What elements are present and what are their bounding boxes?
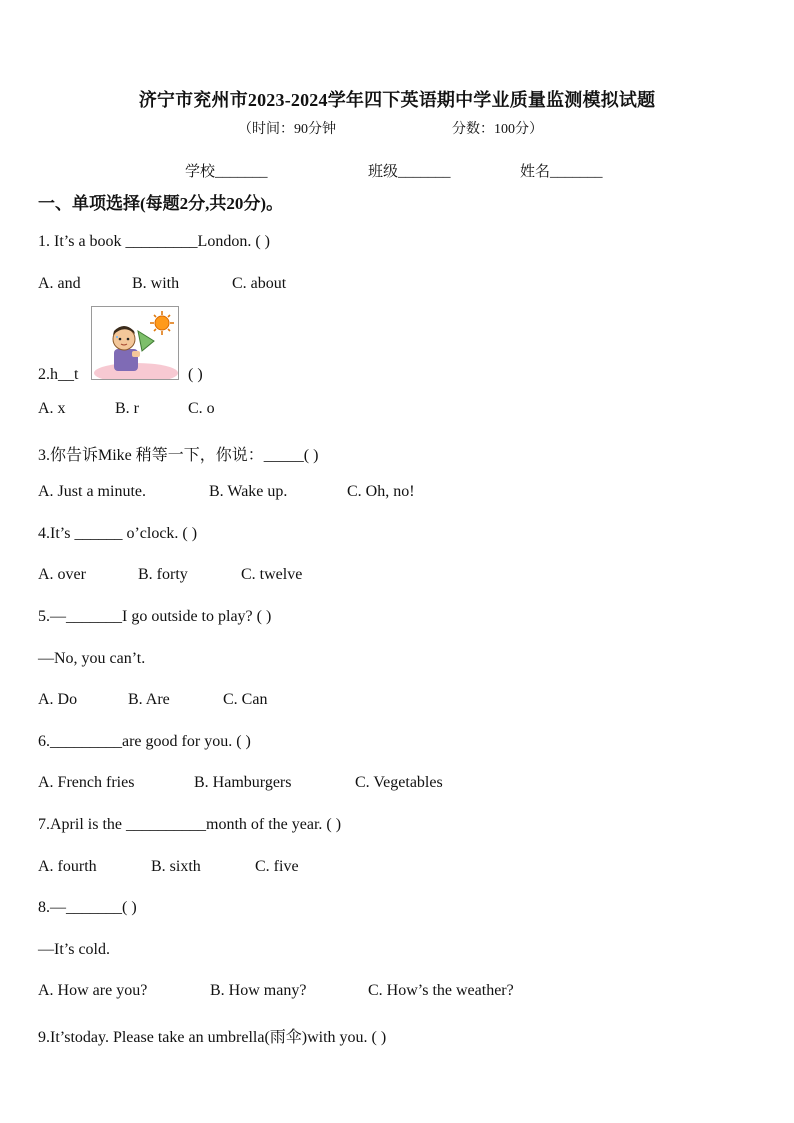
question-8-option-c: C. How’s the weather? bbox=[368, 982, 514, 999]
exam-score: 分数：100分） bbox=[452, 122, 543, 137]
question-2-option-b: B. r bbox=[115, 400, 139, 417]
question-2-answer-blank: ( ) bbox=[188, 366, 203, 383]
question-7-option-b: B. sixth bbox=[151, 858, 201, 875]
question-3-option-c: C. Oh, no! bbox=[347, 483, 415, 500]
question-8-reply: —It’s cold. bbox=[38, 941, 110, 958]
question-2-stem: 2.h__t bbox=[38, 366, 79, 383]
section-heading: 一、单项选择(每题2分,共20分)。 bbox=[38, 194, 284, 213]
question-8-option-b: B. How many? bbox=[210, 982, 307, 999]
question-6-option-c: C. Vegetables bbox=[355, 774, 443, 791]
question-3-stem: 3.你告诉Mike 稍等一下，你说：_____( ) bbox=[38, 447, 319, 464]
question-5-option-b: B. Are bbox=[128, 691, 170, 708]
boy-fanning-icon bbox=[92, 307, 179, 380]
question-1-stem: 1. It’s a book _________London. ( ) bbox=[38, 233, 270, 250]
question-6-option-b: B. Hamburgers bbox=[194, 774, 292, 791]
question-5-option-c: C. Can bbox=[223, 691, 268, 708]
question-4-option-c: C. twelve bbox=[241, 566, 303, 583]
question-3-option-a: A. Just a minute. bbox=[38, 483, 146, 500]
question-4-option-a: A. over bbox=[38, 566, 86, 583]
exam-time: （时间：90分钟 bbox=[238, 122, 336, 137]
question-6-option-a: A. French fries bbox=[38, 774, 135, 791]
question-8-option-a: A. How are you? bbox=[38, 982, 148, 999]
question-1-option-b: B. with bbox=[132, 275, 180, 292]
question-9-stem: 9.It’stoday. Please take an umbrella(雨伞)with you. ( ) bbox=[38, 1029, 387, 1046]
question-2-option-a: A. x bbox=[38, 400, 66, 417]
question-5-reply: —No, you can’t. bbox=[38, 650, 146, 667]
exam-title: 济宁市兖州市2023-2024学年四下英语期中学业质量监测模拟试题 bbox=[138, 90, 656, 110]
question-8-stem: 8.—_______( ) bbox=[38, 899, 137, 916]
question-1-option-a: A. and bbox=[38, 275, 81, 292]
question-5-stem: 5.—_______I go outside to play? ( ) bbox=[38, 608, 272, 625]
question-7-stem: 7.April is the __________month of the year. ( ) bbox=[38, 816, 342, 833]
school-field: 学校_______ bbox=[185, 164, 268, 180]
name-field: 姓名_______ bbox=[520, 164, 603, 180]
question-1-option-c: C. about bbox=[232, 275, 287, 292]
question-7-option-c: C. five bbox=[255, 858, 299, 875]
question-7-option-a: A. fourth bbox=[38, 858, 97, 875]
question-4-option-b: B. forty bbox=[138, 566, 188, 583]
hot-weather-picture bbox=[91, 306, 179, 380]
question-6-stem: 6._________are good for you. ( ) bbox=[38, 733, 251, 750]
question-5-option-a: A. Do bbox=[38, 691, 78, 708]
class-field: 班级_______ bbox=[368, 164, 451, 180]
question-3-option-b: B. Wake up. bbox=[209, 483, 288, 500]
question-2-option-c: C. o bbox=[188, 400, 215, 417]
question-4-stem: 4.It’s ______ o’clock. ( ) bbox=[38, 525, 198, 542]
